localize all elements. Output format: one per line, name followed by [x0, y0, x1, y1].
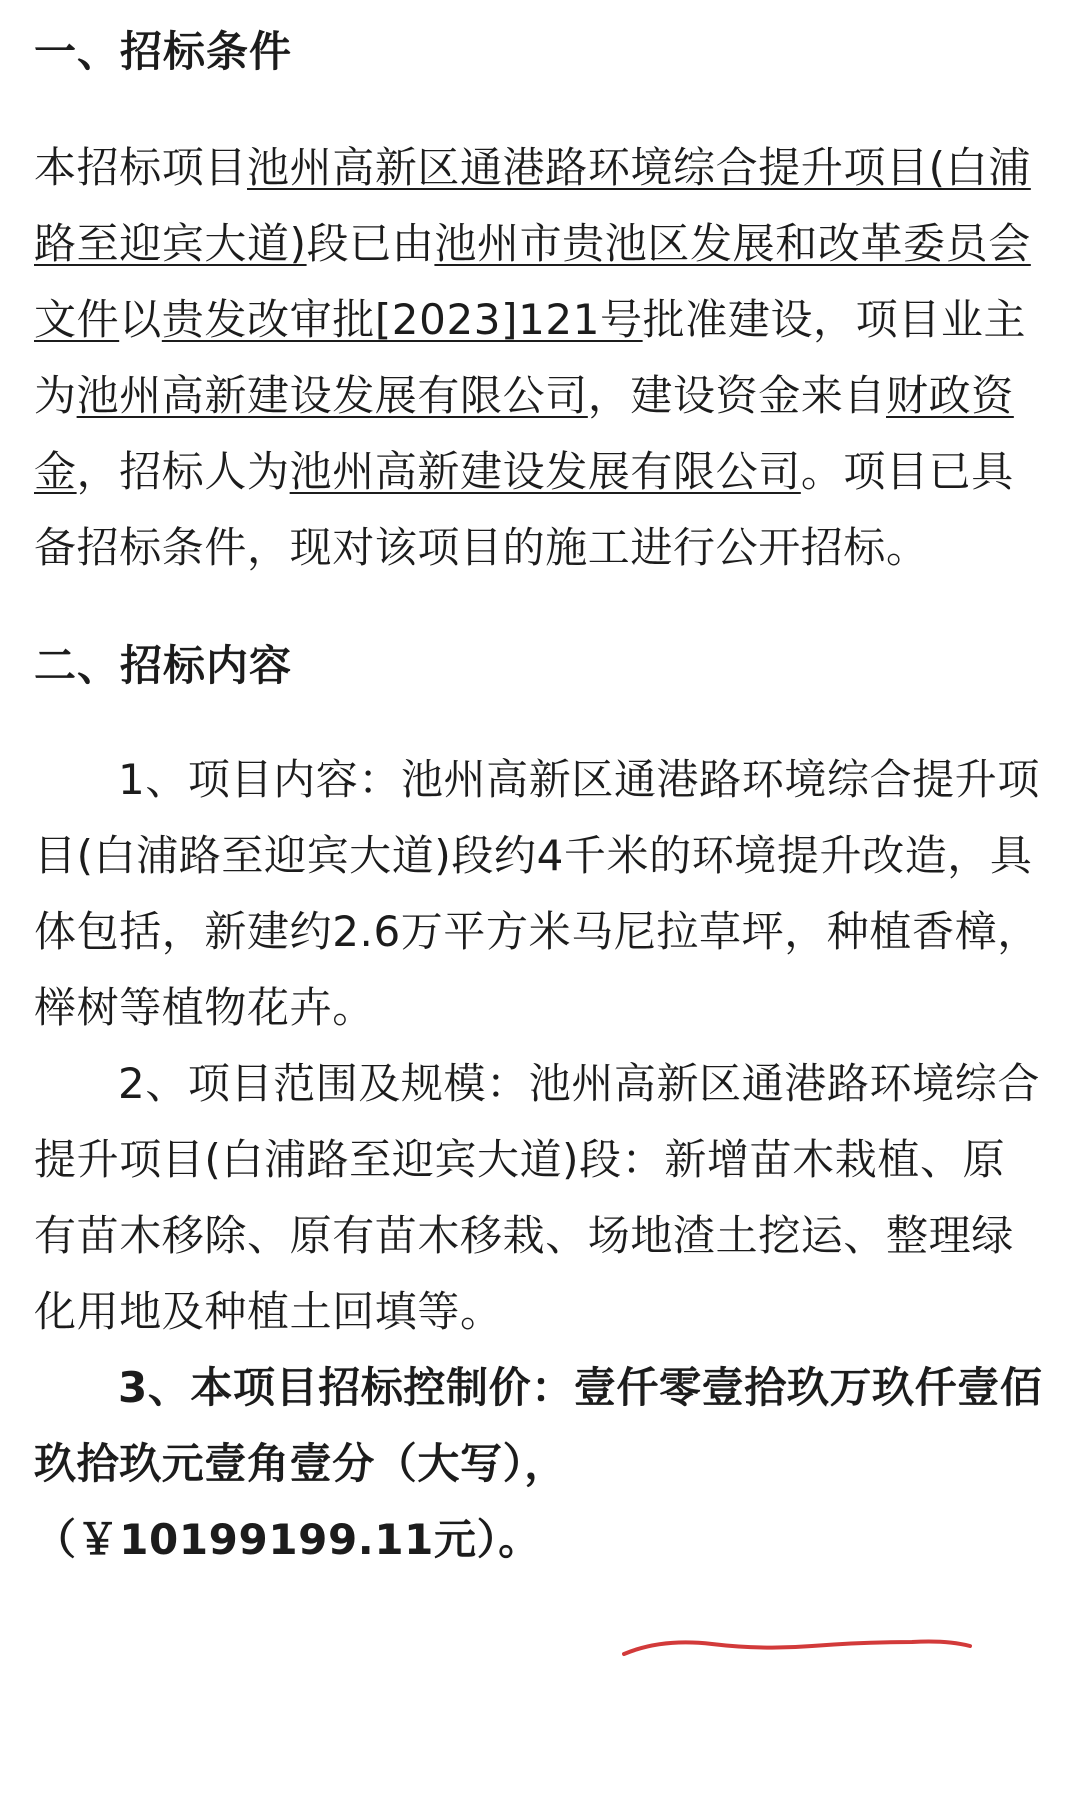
underlined-field: 池州高新建设发展有限公司 — [76, 371, 588, 420]
item-3-paragraph — [34, 1350, 1044, 1578]
paragraph-text: 。项目已具备招标条件，现对该项目的施工进行公开招标。 — [34, 447, 1014, 572]
underlined-field: 财政资金 — [34, 371, 1014, 496]
paragraph-text: ，建设资金来自 — [587, 371, 887, 420]
item-3-amount-words: 壹仟零壹拾玖万玖仟壹佰玖拾玖元壹角壹分（大写）， — [34, 1363, 1043, 1488]
paragraph-text: 批准建设，项目业主为 — [34, 295, 1027, 420]
underlined-field: 贵发改审批[2023]121号 — [161, 295, 643, 344]
item-2-label: 2、项目范围及规模： — [118, 1059, 529, 1108]
underlined-field: 池州市贵池区发展和改革委员会文件 — [34, 219, 1031, 344]
red-squiggle-annotation — [622, 1632, 972, 1662]
item-3-amount-number: （￥10199199.11元）。 — [34, 1515, 541, 1564]
paragraph-text: 以 — [119, 295, 162, 344]
item-2-text: 池州高新区通港路环境综合提升项目(白浦路至迎宾大道)段：新增苗木栽植、原有苗木移除、原有苗木移栽、场地渣土挖运、整理绿化用地及种植土回填等。 — [34, 1059, 1040, 1336]
paragraph-text: 本招标项目 — [34, 143, 248, 192]
item-2-paragraph — [34, 1046, 1044, 1350]
paragraph-text: ，招标人为 — [76, 447, 290, 496]
underlined-field: 池州高新区通港路环境综合提升项目(白浦路至迎宾大道) — [34, 143, 1031, 268]
underlined-field: 池州高新建设发展有限公司 — [289, 447, 801, 496]
item-3-label: 3、本项目招标控制价： — [118, 1363, 574, 1412]
paragraph-text: 段已由 — [306, 219, 435, 268]
section-2-heading: 二、招标内容 — [34, 641, 293, 690]
item-1-label: 1、项目内容： — [118, 755, 401, 804]
item-1-text: 池州高新区通港路环境综合提升项目(白浦路至迎宾大道)段约4千米的环境提升改造，具体包括，新建约2.6万平方米马尼拉草坪，种植香樟，榉树等植物花卉。 — [34, 755, 1040, 1032]
section-1-paragraph — [34, 130, 1044, 586]
item-1-paragraph — [34, 742, 1044, 1046]
section-1-heading: 一、招标条件 — [34, 27, 293, 76]
